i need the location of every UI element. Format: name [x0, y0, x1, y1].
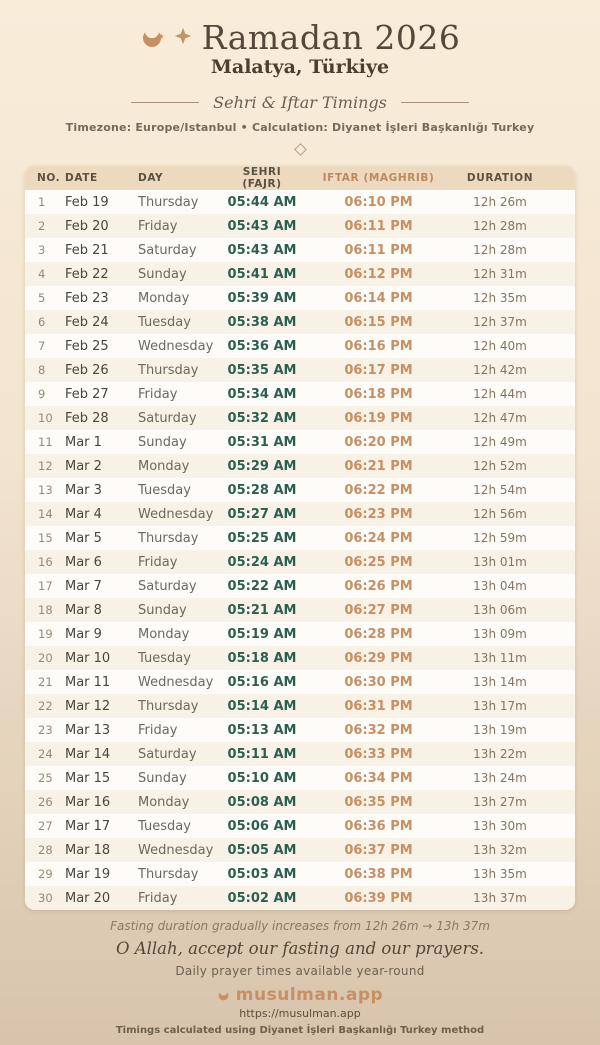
row-iftar-time: 06:10 PM	[344, 194, 413, 210]
row-sehri-time: 05:43 AM	[227, 218, 297, 234]
row-duration: 12h 49m	[473, 435, 527, 449]
row-date: Mar 12	[65, 698, 111, 714]
table-row	[25, 454, 575, 478]
table-row	[25, 790, 575, 814]
row-iftar-time: 06:33 PM	[344, 746, 413, 762]
row-number: 12	[38, 459, 53, 473]
row-date: Mar 16	[65, 794, 111, 810]
row-sehri-time: 05:22 AM	[227, 578, 297, 594]
row-number: 21	[38, 675, 53, 689]
row-iftar-time: 06:24 PM	[344, 530, 413, 546]
row-iftar-time: 06:23 PM	[344, 506, 413, 522]
row-sehri-time: 05:28 AM	[227, 482, 297, 498]
column-header-sehri: SEHRI (FAJR)	[242, 166, 282, 190]
row-sehri-time: 05:44 AM	[227, 194, 297, 210]
row-duration: 13h 22m	[473, 747, 527, 761]
row-sehri-time: 05:32 AM	[227, 410, 297, 426]
table-row	[25, 766, 575, 790]
table-row	[25, 430, 575, 454]
row-sehri-time: 05:34 AM	[227, 386, 297, 402]
table-row	[25, 622, 575, 646]
calculation-method-note: Timings calculated using Diyanet İşleri Başkanlığı Turkey method	[115, 1025, 485, 1036]
row-sehri-time: 05:38 AM	[227, 314, 297, 330]
row-number: 2	[38, 219, 46, 233]
row-number: 14	[38, 507, 53, 521]
row-day: Monday	[138, 458, 190, 474]
row-number: 29	[38, 867, 53, 881]
row-iftar-time: 06:27 PM	[344, 602, 413, 618]
row-number: 7	[38, 339, 46, 353]
ornament-row	[0, 145, 600, 154]
row-duration: 13h 27m	[473, 795, 527, 809]
row-sehri-time: 05:19 AM	[227, 626, 297, 642]
row-number: 27	[38, 819, 53, 833]
row-day: Sunday	[138, 434, 187, 450]
row-iftar-time: 06:30 PM	[344, 674, 413, 690]
row-sehri-time: 05:35 AM	[227, 362, 297, 378]
row-day: Tuesday	[138, 818, 191, 834]
row-number: 26	[38, 795, 53, 809]
row-date: Mar 11	[65, 674, 111, 690]
row-number: 16	[38, 555, 53, 569]
row-sehri-time: 05:24 AM	[227, 554, 297, 570]
row-duration: 12h 54m	[473, 483, 527, 497]
row-iftar-time: 06:32 PM	[344, 722, 413, 738]
row-sehri-time: 05:39 AM	[227, 290, 297, 306]
row-duration: 12h 44m	[473, 387, 527, 401]
row-sehri-time: 05:05 AM	[227, 842, 297, 858]
row-date: Mar 9	[65, 626, 102, 642]
row-day: Friday	[138, 890, 178, 906]
row-duration: 13h 30m	[473, 819, 527, 833]
table-header-row	[25, 166, 575, 190]
diamond-ornament-icon	[294, 143, 307, 156]
table-row	[25, 646, 575, 670]
row-duration: 12h 37m	[473, 315, 527, 329]
row-duration: 13h 32m	[473, 843, 527, 857]
brand-link[interactable]	[0, 985, 600, 1005]
row-number: 3	[38, 243, 46, 257]
row-day: Wednesday	[138, 674, 214, 690]
row-day: Friday	[138, 722, 178, 738]
row-iftar-time: 06:37 PM	[344, 842, 413, 858]
row-number: 18	[38, 603, 53, 617]
row-iftar-time: 06:26 PM	[344, 578, 413, 594]
row-day: Monday	[138, 290, 190, 306]
table-row	[25, 262, 575, 286]
row-day: Thursday	[138, 866, 199, 882]
column-header-duration: DURATION	[466, 172, 534, 184]
row-day: Sunday	[138, 770, 187, 786]
page-subtitle: Sehri & Iftar Timings	[213, 93, 387, 112]
row-duration: 12h 59m	[473, 531, 527, 545]
column-header-date: DATE	[65, 172, 98, 184]
row-number: 17	[38, 579, 53, 593]
row-sehri-time: 05:27 AM	[227, 506, 297, 522]
row-sehri-time: 05:29 AM	[227, 458, 297, 474]
row-duration: 13h 04m	[473, 579, 527, 593]
divider-line-left	[131, 102, 199, 103]
table-row	[25, 742, 575, 766]
row-date: Mar 7	[65, 578, 102, 594]
row-number: 9	[38, 387, 46, 401]
row-date: Mar 17	[65, 818, 111, 834]
row-number: 8	[38, 363, 46, 377]
row-duration: 12h 35m	[473, 291, 527, 305]
row-sehri-time: 05:31 AM	[227, 434, 297, 450]
row-date: Feb 19	[65, 194, 109, 210]
row-number: 15	[38, 531, 53, 545]
row-sehri-time: 05:18 AM	[227, 650, 297, 666]
table-row	[25, 886, 575, 910]
row-iftar-time: 06:35 PM	[344, 794, 413, 810]
row-sehri-time: 05:13 AM	[227, 722, 297, 738]
row-day: Tuesday	[138, 482, 191, 498]
row-sehri-time: 05:03 AM	[227, 866, 297, 882]
daily-note: Daily prayer times available year-round	[175, 964, 425, 978]
fasting-duration-note: Fasting duration gradually increases from 12h 26m → 13h 37m	[110, 919, 490, 933]
row-day: Friday	[138, 386, 178, 402]
row-date: Feb 25	[65, 338, 109, 354]
row-day: Thursday	[138, 362, 199, 378]
timezone-calculation-note: Timezone: Europe/Istanbul • Calculation: Diyanet İşleri Başkanlığı Turkey	[65, 121, 535, 134]
table-row	[25, 478, 575, 502]
row-day: Monday	[138, 794, 190, 810]
table-row	[25, 694, 575, 718]
row-number: 5	[38, 291, 46, 305]
row-duration: 12h 56m	[473, 507, 527, 521]
subtitle-divider	[0, 93, 600, 112]
table-row	[25, 838, 575, 862]
row-number: 13	[38, 483, 53, 497]
row-duration: 13h 06m	[473, 603, 527, 617]
row-date: Feb 27	[65, 386, 109, 402]
column-header-iftar: IFTAR (MAGHRIB)	[322, 172, 435, 184]
table-row	[25, 598, 575, 622]
row-day: Wednesday	[138, 842, 214, 858]
table-row	[25, 718, 575, 742]
row-iftar-time: 06:14 PM	[344, 290, 413, 306]
row-iftar-time: 06:11 PM	[344, 242, 413, 258]
row-number: 6	[38, 315, 46, 329]
row-iftar-time: 06:31 PM	[344, 698, 413, 714]
sparkle-icon	[174, 27, 192, 49]
page-title: Ramadan 2026	[201, 18, 461, 57]
row-iftar-time: 06:29 PM	[344, 650, 413, 666]
row-day: Saturday	[138, 746, 197, 762]
row-sehri-time: 05:10 AM	[227, 770, 297, 786]
row-date: Mar 2	[65, 458, 102, 474]
row-sehri-time: 05:14 AM	[227, 698, 297, 714]
row-iftar-time: 06:20 PM	[344, 434, 413, 450]
table-row	[25, 214, 575, 238]
row-duration: 12h 47m	[473, 411, 527, 425]
row-iftar-time: 06:16 PM	[344, 338, 413, 354]
row-date: Mar 10	[65, 650, 111, 666]
row-date: Feb 22	[65, 266, 109, 282]
row-sehri-time: 05:16 AM	[227, 674, 297, 690]
row-date: Mar 1	[65, 434, 102, 450]
row-number: 28	[38, 843, 53, 857]
table-row	[25, 574, 575, 598]
row-iftar-time: 06:25 PM	[344, 554, 413, 570]
row-number: 24	[38, 747, 53, 761]
row-iftar-time: 06:17 PM	[344, 362, 413, 378]
row-date: Mar 14	[65, 746, 111, 762]
divider-line-right	[401, 102, 469, 103]
row-sehri-time: 05:11 AM	[227, 746, 297, 762]
row-sehri-time: 05:21 AM	[227, 602, 297, 618]
row-date: Mar 13	[65, 722, 111, 738]
brand-name: musulman.app	[235, 985, 384, 1005]
row-date: Mar 18	[65, 842, 111, 858]
row-day: Friday	[138, 218, 178, 234]
table-row	[25, 286, 575, 310]
row-duration: 12h 52m	[473, 459, 527, 473]
column-header-no: NO.	[37, 172, 61, 184]
row-sehri-time: 05:02 AM	[227, 890, 297, 906]
row-number: 1	[38, 195, 46, 209]
row-sehri-time: 05:08 AM	[227, 794, 297, 810]
row-iftar-time: 06:28 PM	[344, 626, 413, 642]
row-day: Monday	[138, 626, 190, 642]
row-date: Feb 21	[65, 242, 109, 258]
row-iftar-time: 06:11 PM	[344, 218, 413, 234]
row-day: Thursday	[138, 698, 199, 714]
row-number: 19	[38, 627, 53, 641]
prayer-times-table	[25, 166, 575, 910]
row-day: Thursday	[138, 194, 199, 210]
row-duration: 13h 09m	[473, 627, 527, 641]
row-day: Thursday	[138, 530, 199, 546]
row-duration: 12h 42m	[473, 363, 527, 377]
table-row	[25, 814, 575, 838]
row-duration: 12h 26m	[473, 195, 527, 209]
row-day: Saturday	[138, 410, 197, 426]
row-day: Wednesday	[138, 338, 214, 354]
row-day: Sunday	[138, 266, 187, 282]
row-date: Mar 6	[65, 554, 102, 570]
row-number: 4	[38, 267, 46, 281]
row-iftar-time: 06:21 PM	[344, 458, 413, 474]
row-date: Mar 20	[65, 890, 111, 906]
column-header-day: DAY	[138, 172, 164, 184]
table-body	[25, 190, 575, 910]
row-sehri-time: 05:06 AM	[227, 818, 297, 834]
row-iftar-time: 06:38 PM	[344, 866, 413, 882]
row-duration: 12h 31m	[473, 267, 527, 281]
crescent-star-icon	[140, 26, 164, 50]
row-date: Mar 15	[65, 770, 111, 786]
row-duration: 13h 14m	[473, 675, 527, 689]
table-row	[25, 670, 575, 694]
row-day: Tuesday	[138, 314, 191, 330]
row-iftar-time: 06:34 PM	[344, 770, 413, 786]
location-title: Malatya, Türkiye	[210, 56, 390, 78]
table-row	[25, 190, 575, 214]
table-row	[25, 382, 575, 406]
row-sehri-time: 05:36 AM	[227, 338, 297, 354]
row-day: Friday	[138, 554, 178, 570]
row-date: Feb 24	[65, 314, 109, 330]
table-row	[25, 238, 575, 262]
table-row	[25, 310, 575, 334]
row-date: Feb 26	[65, 362, 109, 378]
row-iftar-time: 06:36 PM	[344, 818, 413, 834]
row-date: Mar 4	[65, 506, 102, 522]
row-date: Mar 5	[65, 530, 102, 546]
brand-crescent-icon	[214, 986, 232, 1004]
row-sehri-time: 05:43 AM	[227, 242, 297, 258]
row-day: Sunday	[138, 602, 187, 618]
row-duration: 13h 11m	[473, 651, 527, 665]
row-date: Mar 8	[65, 602, 102, 618]
row-duration: 13h 19m	[473, 723, 527, 737]
row-number: 30	[38, 891, 53, 905]
brand-url[interactable]: https://musulman.app	[239, 1007, 361, 1020]
row-day: Tuesday	[138, 650, 191, 666]
dua-text: O Allah, accept our fasting and our prayers.	[115, 939, 485, 958]
row-iftar-time: 06:39 PM	[344, 890, 413, 906]
row-iftar-time: 06:18 PM	[344, 386, 413, 402]
row-day: Wednesday	[138, 506, 214, 522]
row-date: Feb 23	[65, 290, 109, 306]
row-date: Mar 3	[65, 482, 102, 498]
row-duration: 12h 28m	[473, 219, 527, 233]
row-iftar-time: 06:12 PM	[344, 266, 413, 282]
row-iftar-time: 06:19 PM	[344, 410, 413, 426]
row-sehri-time: 05:25 AM	[227, 530, 297, 546]
table-row	[25, 862, 575, 886]
row-iftar-time: 06:22 PM	[344, 482, 413, 498]
row-number: 23	[38, 723, 53, 737]
star-icon: ★	[157, 32, 165, 41]
row-day: Saturday	[138, 578, 197, 594]
row-duration: 13h 35m	[473, 867, 527, 881]
row-number: 25	[38, 771, 53, 785]
row-number: 10	[38, 411, 53, 425]
page-header	[0, 0, 600, 56]
table-row	[25, 406, 575, 430]
table-row	[25, 502, 575, 526]
row-duration: 13h 24m	[473, 771, 527, 785]
row-duration: 12h 40m	[473, 339, 527, 353]
row-date: Feb 20	[65, 218, 109, 234]
row-date: Mar 19	[65, 866, 111, 882]
row-duration: 13h 17m	[473, 699, 527, 713]
row-day: Saturday	[138, 242, 197, 258]
row-sehri-time: 05:41 AM	[227, 266, 297, 282]
row-number: 20	[38, 651, 53, 665]
row-number: 11	[38, 435, 53, 449]
row-number: 22	[38, 699, 53, 713]
row-iftar-time: 06:15 PM	[344, 314, 413, 330]
row-duration: 12h 28m	[473, 243, 527, 257]
table-row	[25, 526, 575, 550]
row-date: Feb 28	[65, 410, 109, 426]
row-duration: 13h 01m	[473, 555, 527, 569]
row-duration: 13h 37m	[473, 891, 527, 905]
table-row	[25, 358, 575, 382]
table-row	[25, 550, 575, 574]
table-row	[25, 334, 575, 358]
